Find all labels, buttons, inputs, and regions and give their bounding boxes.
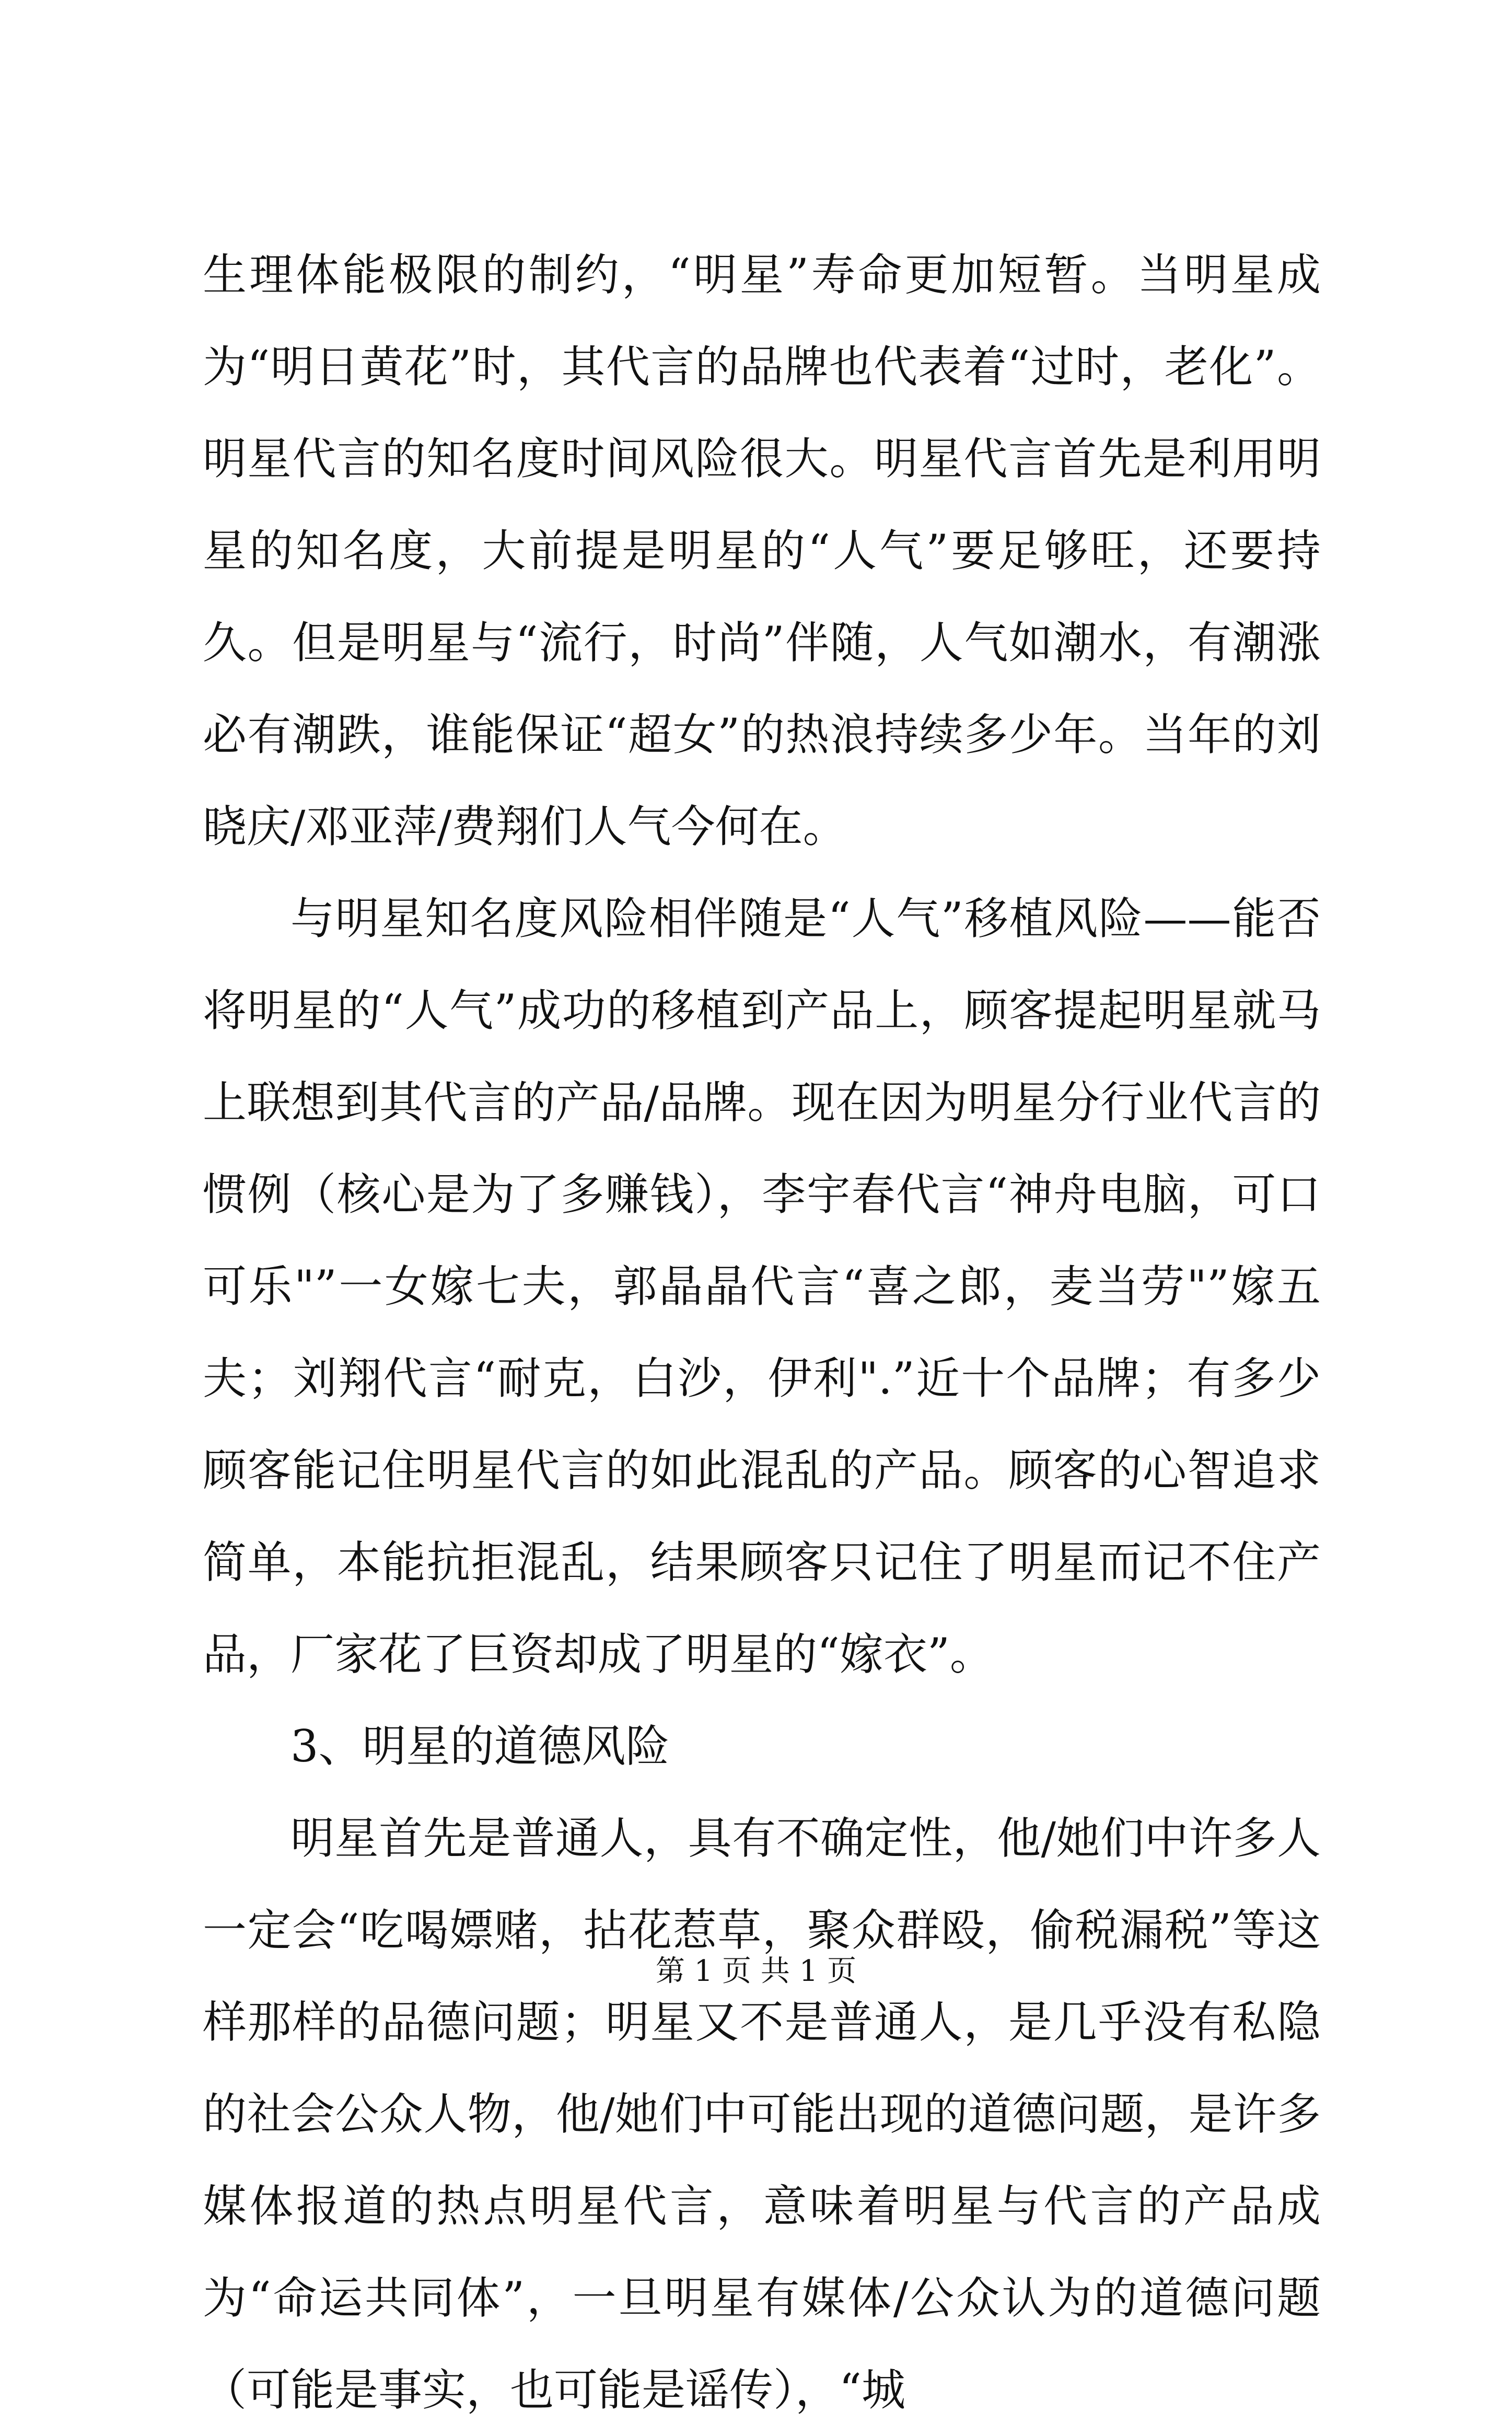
page-footer: 第 1 页 共 1 页 [655, 1954, 857, 1988]
paragraph-1: 生理体能极限的制约，“明星”寿命更加短暂。当明星成为“明日黄花”时，其代言的品牌也代表着“过时，老化”。明星代言的知名度时间风险很大。明星代言首先是利用明星的知名度，大前提是明星的“人气”要足够旺，还要持久。但是明星与“流行，时尚”伴随，人气如潮水，有潮涨必有潮跌，谁能保证“超女”的热浪持续多少年。当年的刘晓庆/邓亚萍/费翔们人气今何在。 [203, 249, 1321, 852]
document-body [203, 229, 1321, 2436]
paragraph-2: 与明星知名度风险相伴随是“人气”移植风险——能否将明星的“人气”成功的移植到产品上，顾客提起明星就马上联想到其代言的产品/品牌。现在因为明星分行业代言的惯例（核心是为了多赚钱），李宇春代言“神舟电脑，可口可乐"”一女嫁七夫，郭晶晶代言“喜之郎，麦当劳"”嫁五夫；刘翔代言“耐克，白沙，伊利".”近十个品牌；有多少顾客能记住明星代言的如此混乱的产品。顾客的心智追求简单，本能抗拒混乱，结果顾客只记住了明星而记不住产品，厂家花了巨资却成了明星的“嫁衣”。 [203, 893, 1321, 1680]
section-heading-3: 3、明星的道德风险 [290, 1721, 670, 1772]
paragraph-4: 明星首先是普通人，具有不确定性，他/她们中许多人一定会“吃喝嫖赌，拈花惹草，聚众群殴，偷税漏税”等这样那样的品德问题；明星又不是普通人，是几乎没有私隐的社会公众人物，他/她们中可能出现的道德问题，是许多媒体报道的热点明星代言，意味着明星与代言的产品成为“命运共同体”，一旦明星有媒体/公众认为的道德问题（可能是事实，也可能是谣传），“城 [203, 1813, 1321, 2416]
